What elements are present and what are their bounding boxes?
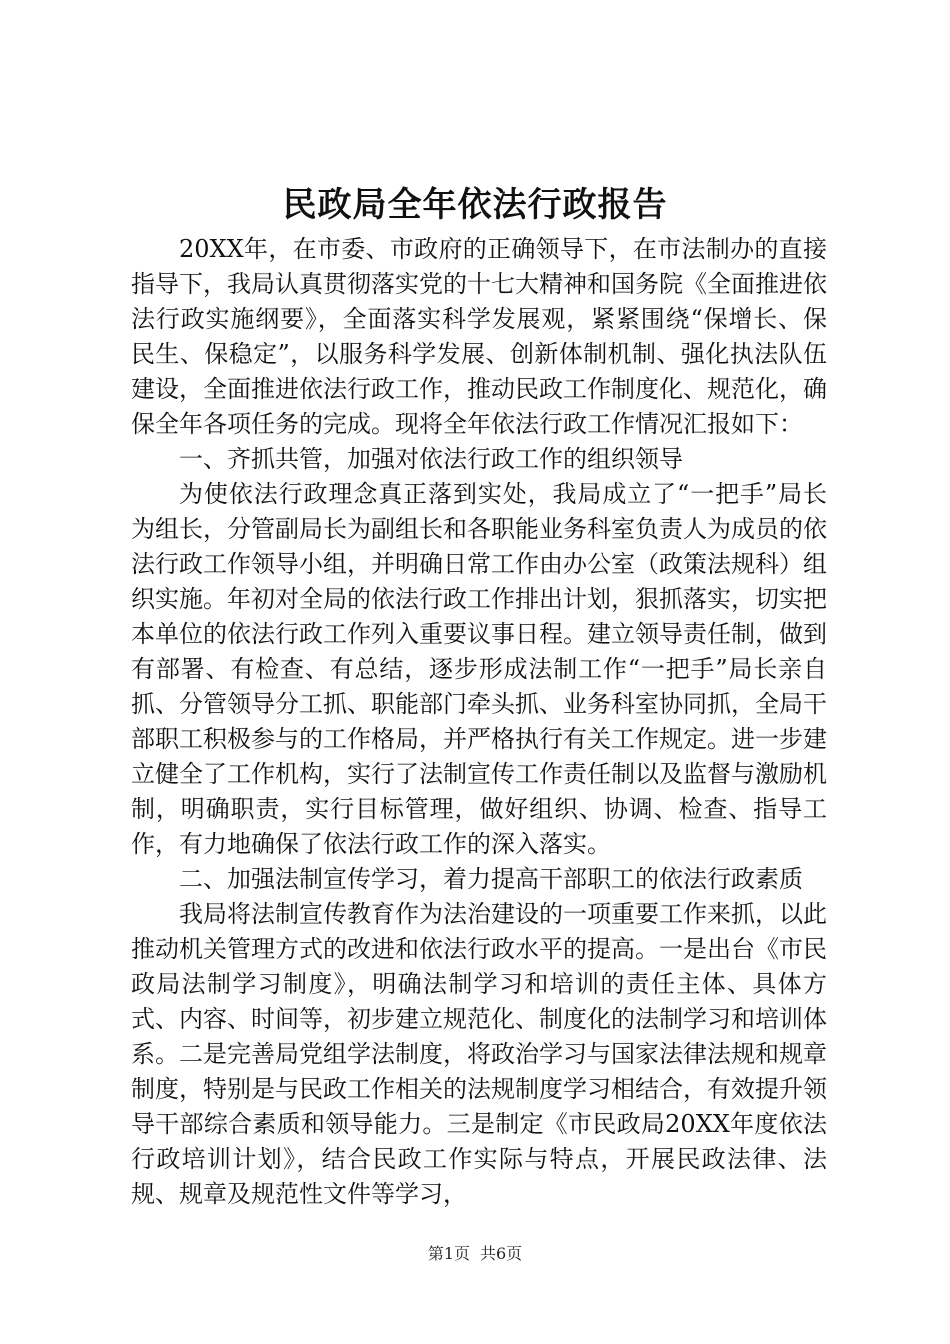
paragraph-section-1: 为使依法行政理念真正落到实处，我局成立了“一把手”局长为组长，分管副局长为副组长和各职能业务科室负责人为成员的依法行政工作领导小组，并明确日常工作由办公室（政策法规科）组织实施。年初对全局的依法行政工作排出计划，狠抓落实，切实把本单位的依法行政工作列入重要议事日程。建立领导责任制，做到有部署、有检查、有总结，逐步形成法制工作“一把手”局长亲自抓、分管领导分工抓、职能部门牵头抓、业务科室协同抓，全局干部职工积极参与的工作格局，并严格执行有关工作规定。进一步建立健全了工作机构，实行了法制宣传工作责任制以及监督与激励机制，明确职责，实行目标管理，做好组织、协调、检查、指导工作，有力地确保了依法行政工作的深入落实。 [131,480,827,858]
document-body [131,232,827,1212]
section-heading-2: 二、加强法制宣传学习，着力提高干部职工的依法行政素质 [179,865,803,893]
paragraph-section-2: 我局将法制宣传教育作为法治建设的一项重要工作来抓，以此推动机关管理方式的改进和依法行政水平的提高。一是出台《市民政局法制学习制度》，明确法制学习和培训的责任主体、具体方式、内容、时间等，初步建立规范化、制度化的法制学习和培训体系。二是完善局党组学法制度，将政治学习与国家法律法规和规章制度，特别是与民政工作相关的法规制度学习相结合，有效提升领导干部综合素质和领导能力。三是制定《市民政局20XX年度依法行政培训计划》，结合民政工作实际与特点，开展民政法律、法规、规章及规范性文件等学习， [131,900,827,1208]
page-total: 共6页 [480,1244,523,1263]
document-title: 民政局全年依法行政报告 [282,185,668,225]
section-heading-1: 一、齐抓共管，加强对依法行政工作的组织领导 [179,445,683,473]
page-footer [0,1242,950,1266]
paragraph-intro: 20XX年，在市委、市政府的正确领导下，在市法制办的直接指导下，我局认真贯彻落实党的十七大精神和国务院《全面推进依法行政实施纲要》，全面落实科学发展观，紧紧围绕“保增长、保民生、保稳定”，以服务科学发展、创新体制机制、强化执法队伍建设，全面推进依法行政工作，推动民政工作制度化、规范化，确保全年各项任务的完成。现将全年依法行政工作情况汇报如下： [131,235,827,438]
page-number: 第1页 [427,1244,470,1263]
